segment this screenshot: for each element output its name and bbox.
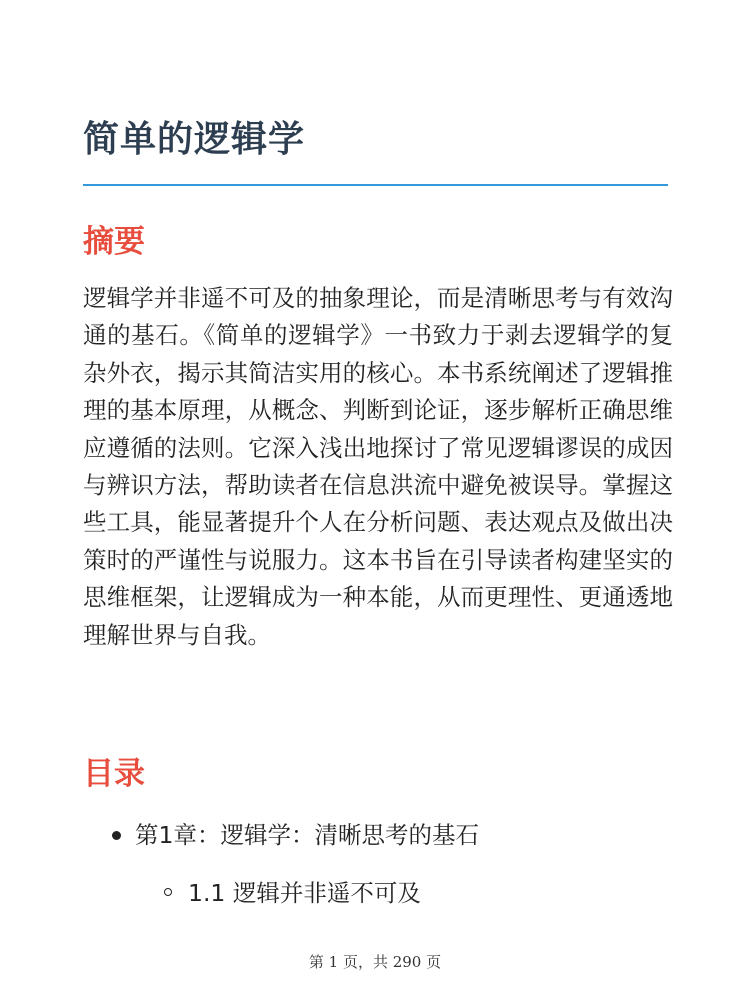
document-title: 简单的逻辑学 (83, 119, 306, 160)
bullet-disc-icon (112, 831, 121, 840)
abstract-heading: 摘要 (83, 224, 145, 260)
toc-heading: 目录 (83, 756, 145, 792)
title-divider (83, 184, 668, 186)
page-number-footer: 第 1 页，共 290 页 (308, 953, 442, 971)
toc-item-chapter-1[interactable]: 第1章：逻辑学：清晰思考的基石 (135, 821, 479, 849)
abstract-paragraph: 逻辑学并非遥不可及的抽象理论，而是清晰思考与有效沟通的基石。《简单的逻辑学》一书致力于剥去逻辑学的复杂外衣，揭示其简洁实用的核心。本书系统阐述了逻辑推理的基本原理，从概念、判断到论证，逐步解析正确思维应遵循的法则。它深入浅出地探讨了常见逻辑谬误的成因与辨识方法，帮助读者在信息洪流中避免被误导。掌握这些工具，能显著提升个人在分析问题、表达观点及做出决策时的严谨性与说服力。这本书旨在引导读者构建坚实的思维框架，让逻辑成为一种本能，从而更理性、更通透地理解世界与自我。 (83, 284, 673, 649)
bullet-circle-icon (164, 888, 172, 896)
toc-item-section-1-1[interactable]: 1.1 逻辑并非遥不可及 (188, 879, 421, 907)
